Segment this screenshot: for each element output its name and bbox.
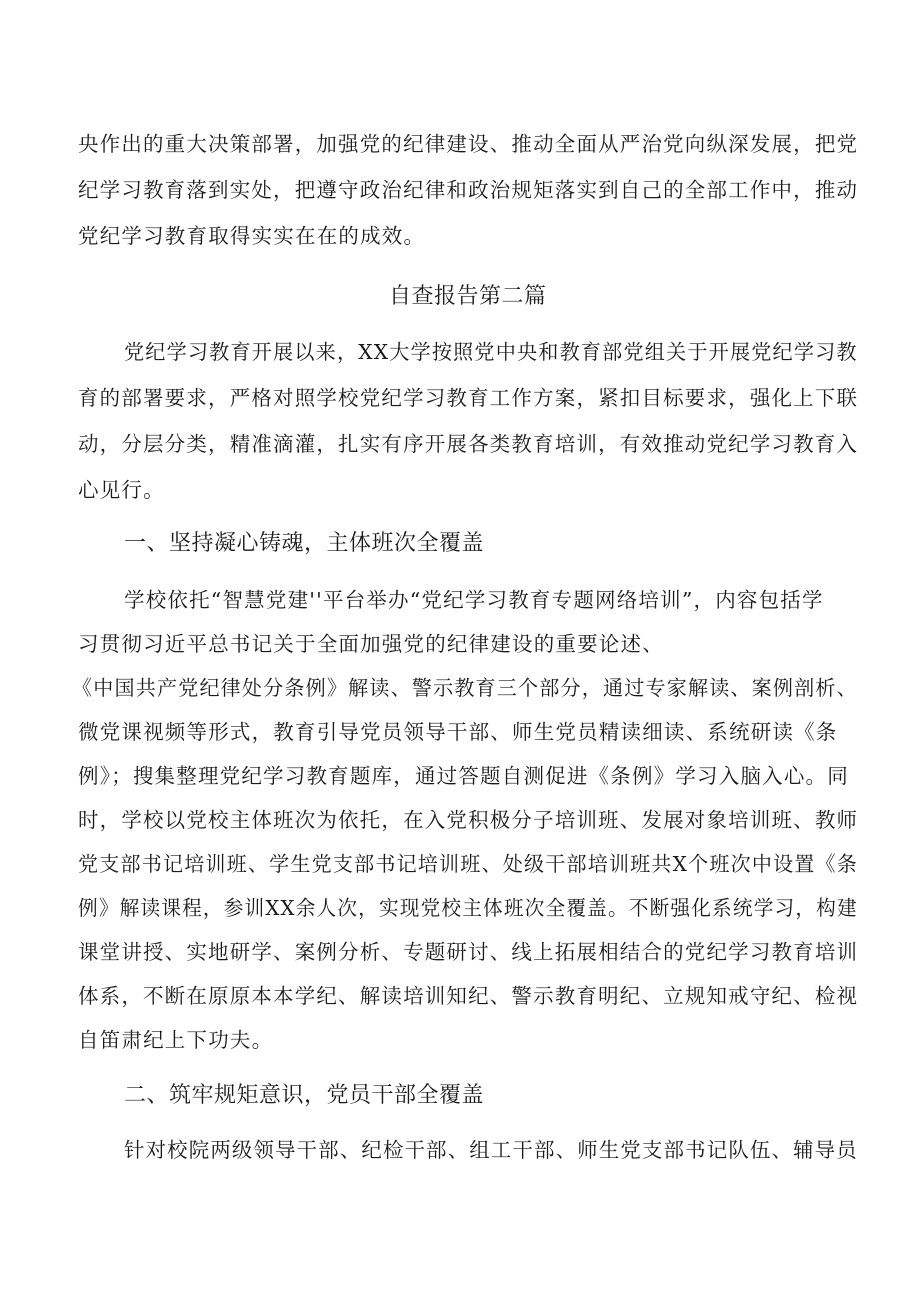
intro-line-4: 心见行。 (78, 478, 165, 502)
intro-line-3: 动，分层分类，精准滴灌，扎实有序开展各类教育培训，有效推动党纪学习教育入 (78, 432, 859, 456)
section1-line-4: 微党课视频等形式，教育引导党员领导干部、师生党员精读细读、系统研读《条 (78, 720, 838, 744)
section1-line-10: 体系，不断在原原本本学纪、解读培训知纪、警示教育明纪、立规知戒守纪、检视 (78, 984, 859, 1008)
section1-line-3: 《中国共产党纪律处分条例》解读、警示教育三个部分，通过专家解读、案例剖析、 (72, 676, 858, 700)
opening-line-3: 党纪学习教育取得实实在在的成效。 (78, 224, 426, 248)
opening-line-2: 纪学习教育落到实处，把遵守政治纪律和政治规矩落实到自己的全部工作中，推动 (78, 178, 859, 202)
section1-line-5: 例》；搜集整理党纪学习教育题库，通过答题自测促进《条例》学习入脑入心。同 (78, 764, 849, 788)
section1-line-9: 课堂讲授、实地研学、案例分析、专题研讨、线上拓展相结合的党纪学习教育培训 (78, 940, 859, 964)
section1-heading: 一、坚持凝心铸魂，主体班次全覆盖 (124, 531, 485, 556)
section2-heading: 二、筑牢规矩意识，党员干部全覆盖 (124, 1083, 485, 1108)
section2-line-1: 针对校院两级领导干部、纪检干部、组工干部、师生党支部书记队伍、辅导员 (124, 1138, 858, 1162)
section1-line-7: 党支部书记培训班、学生党支部书记培训班、处级干部培训班共X个班次中设置《条 (78, 852, 859, 876)
intro-line-2: 育的部署要求，严格对照学校党纪学习教育工作方案，紧扣目标要求，强化上下联 (78, 386, 859, 410)
opening-line-1: 央作出的重大决策部署，加强党的纪律建设、推动全面从严治党向纵深发展，把党 (78, 132, 859, 156)
section1-line-2: 习贯彻习近平总书记关于全面加强党的纪律建设的重要论述、 (78, 632, 664, 656)
document-title: 自查报告第二篇 (389, 284, 547, 309)
section1-line-8: 例》解读课程，参训XX余人次，实现党校主体班次全覆盖。不断强化系统学习，构建 (78, 896, 858, 920)
section1-line-6: 时，学校以党校主体班次为依托，在入党积极分子培训班、发展对象培训班、教师 (78, 808, 859, 832)
section1-line-1: 学校依托“智慧党建''平台举办“党纪学习教育专题网络培训”，内容包括学 (124, 588, 824, 612)
intro-line-1: 党纪学习教育开展以来，XX大学按照党中央和教育部党组关于开展党纪学习教 (124, 340, 858, 364)
section1-line-11: 自笛肃纪上下功夫。 (78, 1028, 274, 1052)
